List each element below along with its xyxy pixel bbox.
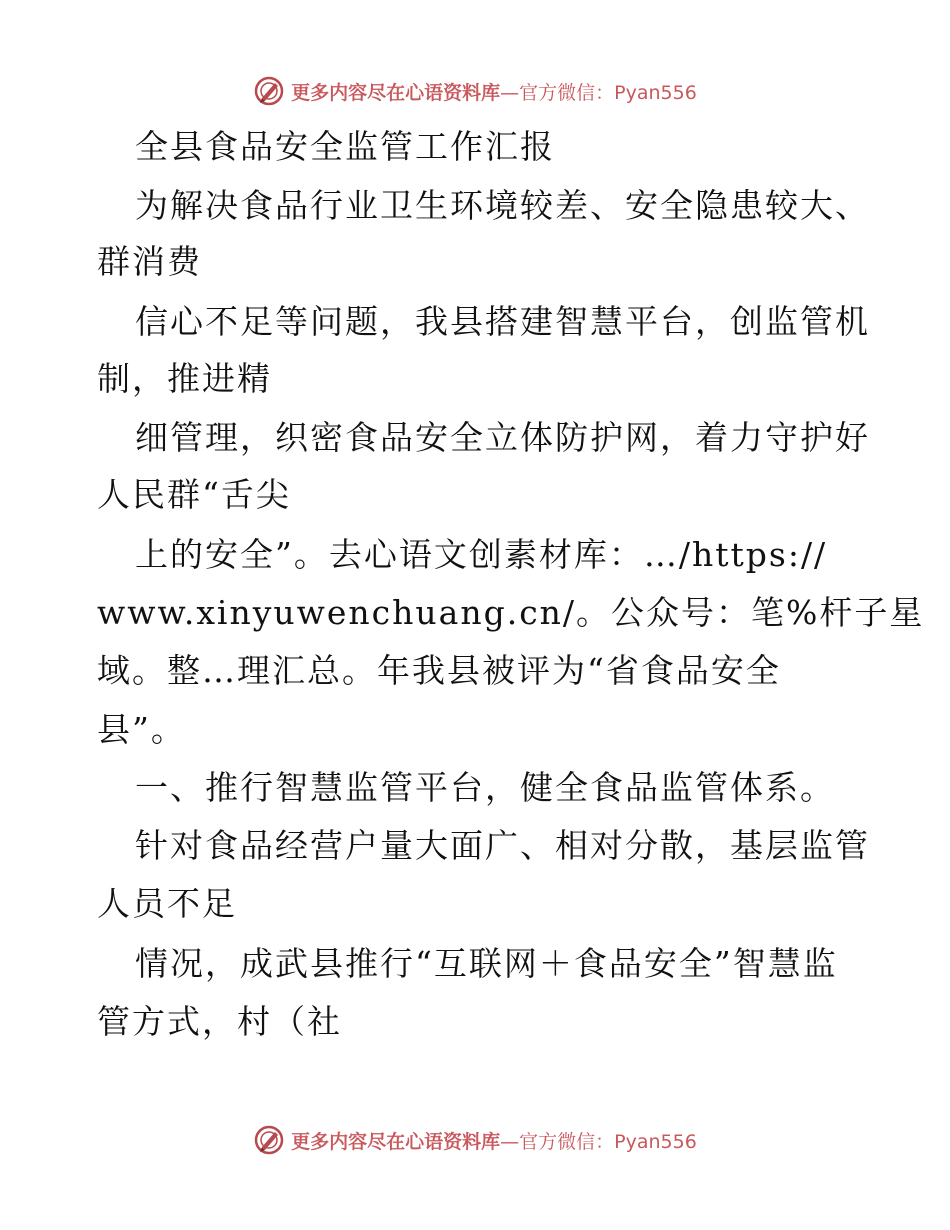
banner-wechat-id: 官方微信：Pyan556 [519, 1130, 697, 1153]
paragraph-line: 域。整…理汇总。年我县被评为“省食品安全 [97, 651, 781, 690]
footer-banner-text [291, 1127, 697, 1154]
paragraph-line: 制，推进精 [97, 359, 272, 398]
banner-site-name: 更多内容尽在心语资料库 [291, 81, 501, 104]
paragraph-line: 针对食品经营户量大面广、相对分散，基层监管 [135, 826, 870, 865]
section-heading: 一、推行智慧监管平台，健全食品监管体系。 [135, 768, 835, 807]
banner-wechat-id: 官方微信：Pyan556 [519, 81, 697, 104]
paragraph-line: 上的安全”。去心语文创素材库：…/https:// [135, 535, 828, 574]
paragraph-line: 人员不足 [97, 884, 237, 923]
pen-logo-icon [253, 1124, 285, 1156]
paragraph-line: 信心不足等问题，我县搭建智慧平台，创监管机 [135, 302, 870, 341]
footer-banner [0, 1120, 950, 1160]
paragraph-line: 县”。 [97, 710, 186, 749]
paragraph-line: 群消费 [97, 242, 202, 281]
document-title: 全县食品安全监管工作汇报 [135, 127, 555, 166]
banner-separator: — [500, 81, 520, 104]
paragraph-line: 管方式，村（社 [97, 1002, 342, 1041]
paragraph-line: www.xinyuwenchuang.cn/。公众号：笔%杆子星 [97, 593, 925, 632]
paragraph-line: 人民群“舌尖 [97, 475, 291, 514]
header-banner [0, 71, 950, 111]
banner-site-name: 更多内容尽在心语资料库 [291, 1130, 501, 1153]
paragraph-line: 细管理，织密食品安全立体防护网，着力守护好 [135, 418, 870, 457]
banner-separator: — [500, 1130, 520, 1153]
pen-logo-icon [253, 75, 285, 107]
paragraph-line: 情况，成武县推行“互联网＋食品安全”智慧监 [135, 944, 838, 983]
header-banner-text [291, 78, 697, 105]
paragraph-line: 为解决食品行业卫生环境较差、安全隐患较大、 [135, 186, 870, 225]
